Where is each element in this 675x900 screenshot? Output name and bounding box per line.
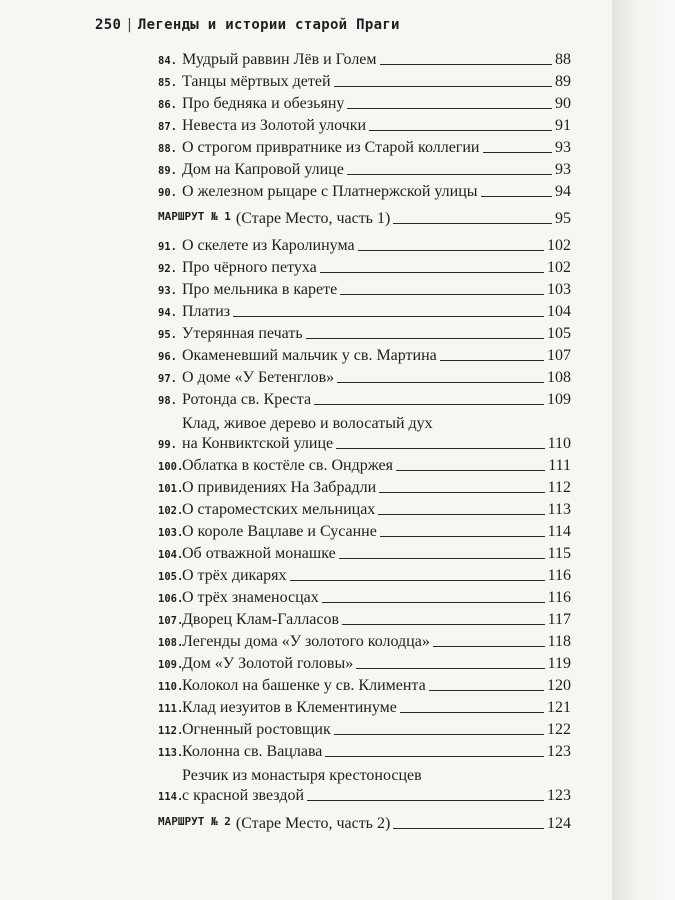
entry-title: О привидениях На Забрадли bbox=[182, 479, 377, 496]
toc-entry-row bbox=[0, 454, 612, 476]
entry-line bbox=[182, 116, 571, 136]
entry-number: 96. bbox=[158, 351, 177, 363]
entry-line bbox=[158, 814, 571, 834]
toc-entry-row bbox=[0, 322, 612, 344]
entry-line bbox=[182, 610, 571, 630]
entry-number: 104. bbox=[158, 549, 184, 561]
leader-line bbox=[307, 800, 544, 801]
entry-number: 86. bbox=[158, 99, 177, 111]
entry-page-number: 118 bbox=[547, 633, 571, 650]
leader-line bbox=[334, 734, 544, 735]
entry-title: (Старе Место, часть 1) bbox=[235, 210, 391, 227]
toc-entry-row bbox=[0, 476, 612, 498]
header-separator: | bbox=[125, 17, 134, 33]
toc-entry-row bbox=[0, 92, 612, 114]
toc-entry-row bbox=[0, 70, 612, 92]
leader-line bbox=[342, 624, 545, 625]
entry-page-number: 102 bbox=[547, 259, 571, 276]
entry-title-line1: Клад, живое дерево и волосатый дух bbox=[182, 415, 433, 432]
entry-number: 89. bbox=[158, 165, 177, 177]
leader-line bbox=[336, 448, 544, 449]
entry-line bbox=[182, 456, 571, 476]
entry-number: 98. bbox=[158, 395, 177, 407]
entry-page-number: 112 bbox=[547, 479, 571, 496]
entry-line bbox=[182, 632, 571, 652]
leader-line bbox=[433, 646, 545, 647]
entry-title: Про чёрного петуха bbox=[182, 259, 317, 276]
entry-title: Мудрый раввин Лёв и Голем bbox=[182, 51, 377, 68]
entry-line bbox=[182, 50, 571, 70]
entry-page-number: 113 bbox=[547, 501, 571, 518]
entry-title: Утерянная печать bbox=[182, 325, 303, 342]
entry-title: Колонна св. Вацлава bbox=[182, 743, 323, 760]
toc-entry-row bbox=[0, 278, 612, 300]
toc-entry-row bbox=[0, 520, 612, 542]
entry-line bbox=[182, 742, 571, 762]
toc-route-row bbox=[0, 207, 612, 229]
page-edge bbox=[612, 0, 675, 900]
toc-entry-row bbox=[0, 564, 612, 586]
entry-line bbox=[158, 209, 571, 229]
leader-line bbox=[339, 558, 545, 559]
entry-number: 108. bbox=[158, 637, 184, 649]
leader-line bbox=[380, 64, 552, 65]
entry-title: О железном рыцаре с Платнержской улицы bbox=[182, 183, 478, 200]
entry-page-number: 91 bbox=[555, 117, 571, 134]
entry-page-number: 94 bbox=[555, 183, 571, 200]
toc-entry-row bbox=[0, 740, 612, 762]
leader-line bbox=[358, 250, 544, 251]
toc-entry-row bbox=[0, 136, 612, 158]
toc-entry-row bbox=[0, 674, 612, 696]
entry-line bbox=[182, 654, 571, 674]
leader-line bbox=[379, 492, 544, 493]
entry-number: 90. bbox=[158, 187, 177, 199]
entry-line bbox=[182, 72, 571, 92]
entry-number: 113. bbox=[158, 747, 184, 759]
leader-line bbox=[429, 690, 544, 691]
entry-page-number: 108 bbox=[547, 369, 571, 386]
entry-page-number: 119 bbox=[547, 655, 571, 672]
leader-line bbox=[393, 223, 552, 224]
entry-line bbox=[182, 588, 571, 608]
leader-line bbox=[356, 668, 544, 669]
entry-title: с красной звездой bbox=[182, 787, 305, 804]
entry-line bbox=[182, 676, 571, 696]
entry-page-number: 114 bbox=[547, 523, 571, 540]
leader-line bbox=[320, 272, 544, 273]
entry-number: 97. bbox=[158, 373, 177, 385]
leader-line bbox=[347, 174, 552, 175]
entry-page-number: 122 bbox=[547, 721, 571, 738]
entry-number: 92. bbox=[158, 263, 177, 275]
toc-entry-row bbox=[0, 234, 612, 256]
entry-title: (Старе Место, часть 2) bbox=[235, 815, 391, 832]
entry-line bbox=[182, 346, 571, 366]
entry-line bbox=[182, 324, 571, 344]
entry-number: 106. bbox=[158, 593, 184, 605]
entry-line bbox=[182, 302, 571, 322]
entry-title: на Конвиктской улице bbox=[182, 435, 334, 452]
leader-line bbox=[306, 338, 544, 339]
toc-entry-row bbox=[0, 344, 612, 366]
entry-line bbox=[182, 182, 571, 202]
entry-title: Ротонда св. Креста bbox=[182, 391, 312, 408]
entry-number: 107. bbox=[158, 615, 184, 627]
entry-page-number: 110 bbox=[547, 435, 571, 452]
entry-page-number: 93 bbox=[555, 139, 571, 156]
leader-line bbox=[481, 196, 552, 197]
entry-line bbox=[182, 280, 571, 300]
entry-title: Об отважной монашке bbox=[182, 545, 336, 562]
entry-title: Танцы мёртвых детей bbox=[182, 73, 331, 90]
entry-page-number: 93 bbox=[555, 161, 571, 178]
header-book-title: Легенды и истории старой Праги bbox=[137, 17, 400, 33]
entry-number: 103. bbox=[158, 527, 184, 539]
leader-line bbox=[440, 360, 544, 361]
entry-title: О доме «У Бетенглов» bbox=[182, 369, 335, 386]
entry-number: 94. bbox=[158, 307, 177, 319]
entry-page-number: 116 bbox=[547, 567, 571, 584]
entry-title: Дом на Капровой улице bbox=[182, 161, 344, 178]
entry-number: 99. bbox=[158, 439, 177, 451]
toc-entry-row bbox=[0, 114, 612, 136]
entry-page-number: 123 bbox=[547, 787, 571, 804]
entry-number: 110. bbox=[158, 681, 184, 693]
leader-line bbox=[334, 86, 552, 87]
toc-entry-row bbox=[0, 718, 612, 740]
entry-title: Про мельника в карете bbox=[182, 281, 338, 298]
leader-line bbox=[290, 580, 545, 581]
entry-line bbox=[182, 786, 571, 806]
toc-entry-row bbox=[0, 388, 612, 410]
toc-entry-row bbox=[0, 586, 612, 608]
entry-page-number: 107 bbox=[547, 347, 571, 364]
entry-number: 114. bbox=[158, 791, 184, 803]
toc-entry-row bbox=[0, 300, 612, 322]
entry-title: Легенды дома «У золотого колодца» bbox=[182, 633, 430, 650]
entry-page-number: 89 bbox=[555, 73, 571, 90]
entry-number: 112. bbox=[158, 725, 184, 737]
entry-title: Про бедняка и обезьяну bbox=[182, 95, 345, 112]
entry-number: 93. bbox=[158, 285, 177, 297]
toc-entry-row bbox=[0, 415, 612, 454]
entry-page-number: 117 bbox=[547, 611, 571, 628]
entry-number: 100. bbox=[158, 461, 184, 473]
entry-title: О скелете из Каролинума bbox=[182, 237, 355, 254]
entry-page-number: 104 bbox=[547, 303, 571, 320]
entry-page-number: 121 bbox=[547, 699, 571, 716]
entry-page-number: 111 bbox=[548, 457, 571, 474]
entry-page-number: 102 bbox=[547, 237, 571, 254]
entry-line bbox=[182, 390, 571, 410]
entry-page-number: 109 bbox=[547, 391, 571, 408]
entry-title: Колокол на башенке у св. Климента bbox=[182, 677, 426, 694]
entry-title: О строгом привратнике из Старой коллегии bbox=[182, 139, 480, 156]
entry-number: 105. bbox=[158, 571, 184, 583]
entry-title: Окаменевший мальчик у св. Мартина bbox=[182, 347, 437, 364]
entry-number: 85. bbox=[158, 77, 177, 89]
toc-entry-row bbox=[0, 498, 612, 520]
entry-title: Невеста из Золотой улочки bbox=[182, 117, 367, 134]
entry-page-number: 123 bbox=[547, 743, 571, 760]
leader-line bbox=[340, 294, 544, 295]
entry-title: О трёх дикарях bbox=[182, 567, 287, 584]
entry-line bbox=[182, 236, 571, 256]
leader-line bbox=[393, 828, 544, 829]
leader-line bbox=[347, 108, 552, 109]
leader-line bbox=[233, 316, 544, 317]
entry-line bbox=[182, 258, 571, 278]
entry-title: О короле Вацлаве и Сусанне bbox=[182, 523, 377, 540]
entry-line bbox=[182, 368, 571, 388]
toc-entry-row bbox=[0, 256, 612, 278]
toc-entry-row bbox=[0, 652, 612, 674]
entry-page-number: 90 bbox=[555, 95, 571, 112]
entry-line bbox=[182, 720, 571, 740]
leader-line bbox=[337, 382, 544, 383]
leader-line bbox=[378, 514, 544, 515]
toc-entry-row bbox=[0, 158, 612, 180]
leader-line bbox=[322, 602, 545, 603]
running-header bbox=[95, 17, 400, 33]
leader-line bbox=[380, 536, 545, 537]
header-page-number: 250 bbox=[95, 17, 122, 33]
leader-line bbox=[314, 404, 544, 405]
entry-line bbox=[182, 160, 571, 180]
entry-line bbox=[182, 94, 571, 114]
entry-line bbox=[182, 434, 571, 454]
leader-line bbox=[396, 470, 545, 471]
entry-title: Облатка в костёле св. Ондржея bbox=[182, 457, 394, 474]
entry-page-number: 88 bbox=[555, 51, 571, 68]
toc-entry-row bbox=[0, 696, 612, 718]
toc-route-row bbox=[0, 812, 612, 834]
entry-page-number: 103 bbox=[547, 281, 571, 298]
entry-title: Огненный ростовщик bbox=[182, 721, 331, 738]
entry-number: 91. bbox=[158, 241, 177, 253]
leader-line bbox=[369, 130, 552, 131]
entry-title: Клад иезуитов в Клементинуме bbox=[182, 699, 397, 716]
entry-line bbox=[182, 566, 571, 586]
toc-entry-row bbox=[0, 767, 612, 806]
entry-line bbox=[182, 138, 571, 158]
entry-page-number: 116 bbox=[547, 589, 571, 606]
route-label: МАРШРУТ № 2 bbox=[158, 815, 231, 828]
entry-number: 95. bbox=[158, 329, 177, 341]
entry-number: 109. bbox=[158, 659, 184, 671]
entry-number: 87. bbox=[158, 121, 177, 133]
entry-title-line1: Резчик из монастыря крестоносцев bbox=[182, 767, 422, 784]
entry-line bbox=[182, 500, 571, 520]
entry-page-number: 105 bbox=[547, 325, 571, 342]
entry-number: 101. bbox=[158, 483, 184, 495]
route-label: МАРШРУТ № 1 bbox=[158, 210, 231, 223]
leader-line bbox=[325, 756, 544, 757]
entry-page-number: 120 bbox=[547, 677, 571, 694]
entry-title: Платиз bbox=[182, 303, 231, 320]
entry-number: 111. bbox=[158, 703, 184, 715]
toc-entry-row bbox=[0, 366, 612, 388]
leader-line bbox=[483, 152, 553, 153]
entry-page-number: 124 bbox=[547, 815, 571, 832]
entry-title: О староместских мельницах bbox=[182, 501, 376, 518]
entry-title: Дом «У Золотой головы» bbox=[182, 655, 354, 672]
toc-entry-row bbox=[0, 542, 612, 564]
entry-line bbox=[182, 698, 571, 718]
entry-number: 102. bbox=[158, 505, 184, 517]
leader-line bbox=[400, 712, 544, 713]
toc-entry-row bbox=[0, 630, 612, 652]
toc-entry-row bbox=[0, 180, 612, 202]
entry-line bbox=[182, 478, 571, 498]
entry-title: О трёх знаменосцах bbox=[182, 589, 319, 606]
entry-number: 88. bbox=[158, 143, 177, 155]
entry-page-number: 115 bbox=[547, 545, 571, 562]
entry-number: 84. bbox=[158, 55, 177, 67]
entry-line bbox=[182, 522, 571, 542]
toc-entry-row bbox=[0, 608, 612, 630]
entry-page-number: 95 bbox=[555, 210, 571, 227]
entry-line bbox=[182, 544, 571, 564]
toc-entry-row bbox=[0, 48, 612, 70]
entry-title: Дворец Клам-Галласов bbox=[182, 611, 340, 628]
